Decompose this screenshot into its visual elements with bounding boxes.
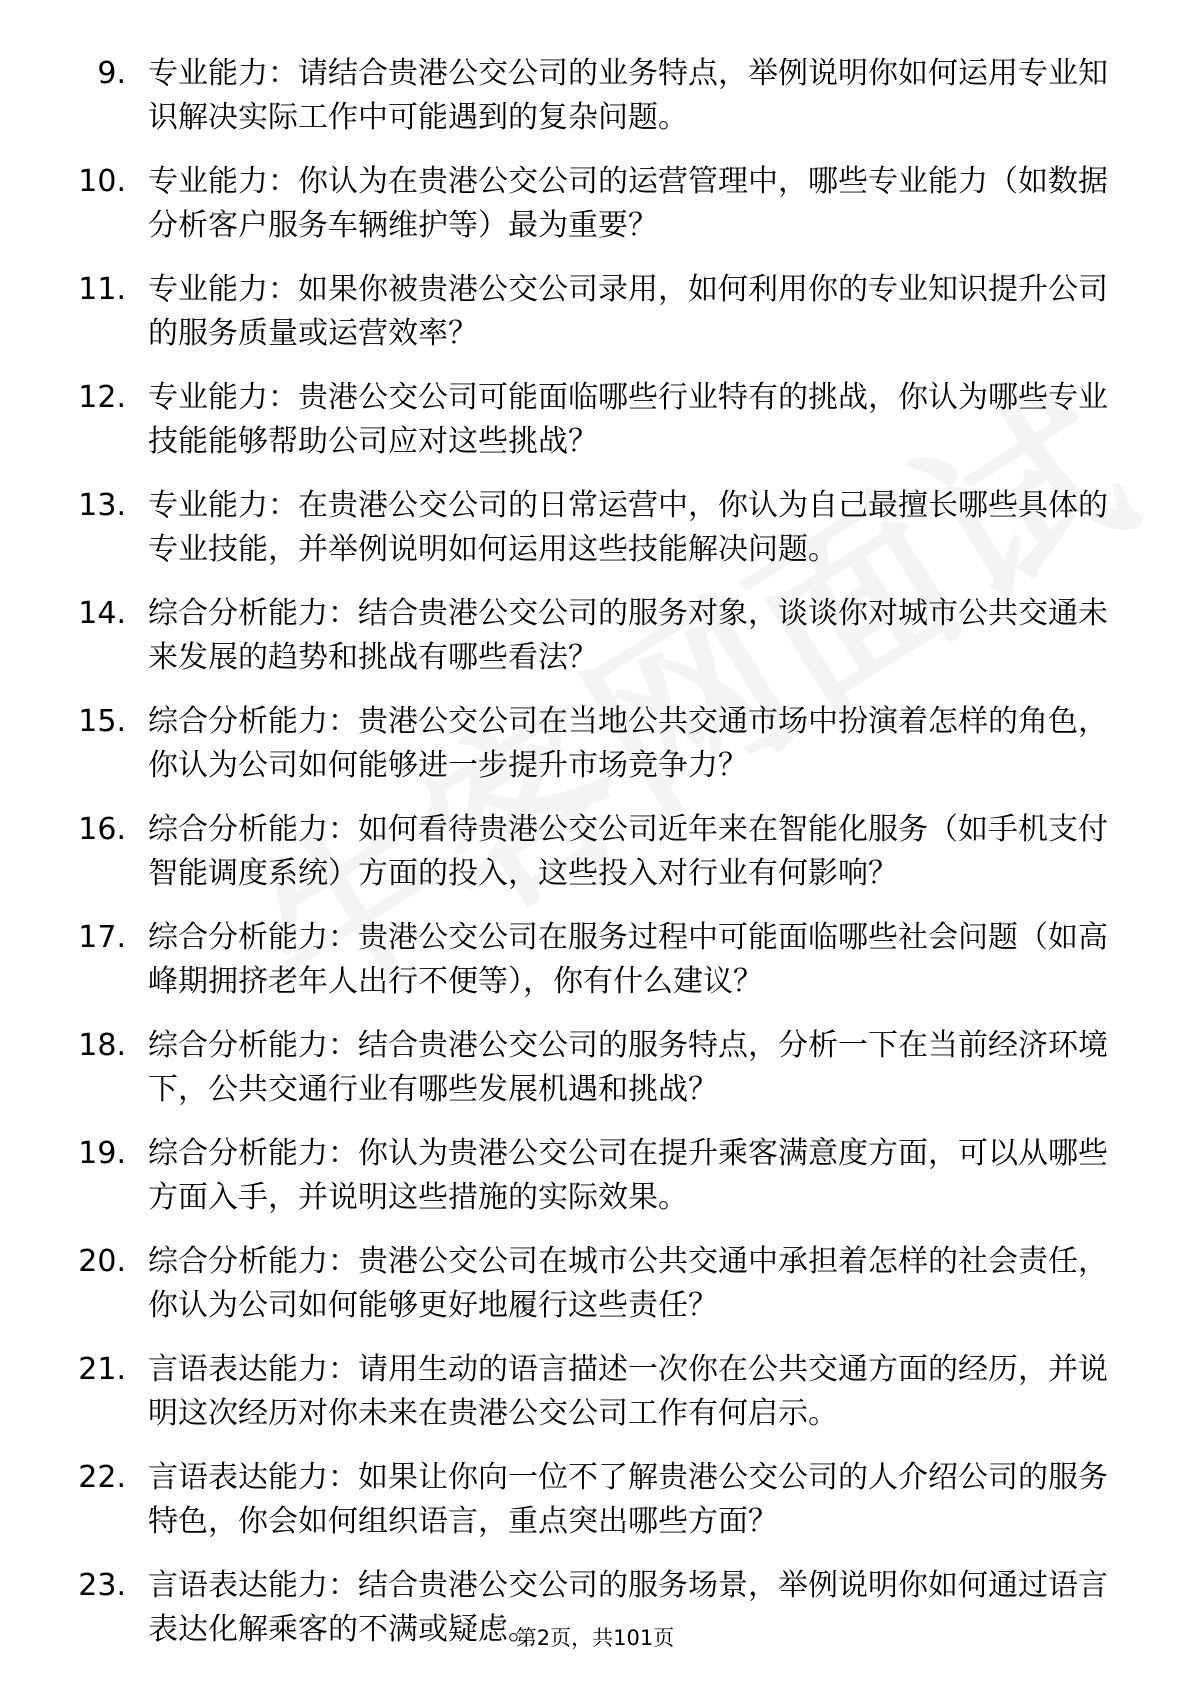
list-item <box>56 700 1116 788</box>
question-number: 22. <box>78 1460 126 1495</box>
question-number: 13. <box>78 488 126 523</box>
question-text: 言语表达能力：请用生动的语言描述一次你在公共交通方面的经历，并说明这次经历对你未来在贵港公交公司工作有何启示。 <box>148 1352 1108 1431</box>
question-text: 综合分析能力：贵港公交公司在城市公共交通中承担着怎样的社会责任，你认为公司如何能够更好地履行这些责任？ <box>148 1244 1108 1323</box>
list-item <box>56 808 1116 896</box>
list-item <box>56 52 1116 140</box>
question-text: 综合分析能力：如何看待贵港公交公司近年来在智能化服务（如手机支付智能调度系统）方面的投入，这些投入对行业有何影响？ <box>148 812 1108 891</box>
question-text: 专业能力：在贵港公交公司的日常运营中，你认为自己最擅长哪些具体的专业技能，并举例说明如何运用这些技能解决问题。 <box>148 488 1108 567</box>
question-text: 言语表达能力：结合贵港公交公司的服务场景，举例说明你如何通过语言表达化解乘客的不满或疑虑。 <box>148 1568 1108 1647</box>
list-item <box>56 1456 1116 1544</box>
question-text: 综合分析能力：贵港公交公司在当地公共交通市场中扮演着怎样的角色，你认为公司如何能够进一步提升市场竞争力？ <box>148 704 1108 783</box>
question-number: 23. <box>78 1568 126 1603</box>
question-text: 专业能力：你认为在贵港公交公司的运营管理中，哪些专业能力（如数据分析客户服务车辆维护等）最为重要？ <box>148 164 1108 243</box>
question-text: 专业能力：如果你被贵港公交公司录用，如何利用你的专业知识提升公司的服务质量或运营效率？ <box>148 272 1108 351</box>
question-number: 16. <box>78 812 126 847</box>
question-number: 10. <box>78 164 126 199</box>
question-number: 12. <box>78 380 126 415</box>
question-text: 综合分析能力：你认为贵港公交公司在提升乘客满意度方面，可以从哪些方面入手，并说明这些措施的实际效果。 <box>148 1136 1108 1215</box>
list-item <box>56 160 1116 248</box>
page-footer <box>0 1625 1190 1651</box>
question-number: 21. <box>78 1352 126 1387</box>
list-item <box>56 1024 1116 1112</box>
question-number: 17. <box>78 920 126 955</box>
question-number: 20. <box>78 1244 126 1279</box>
question-number: 11. <box>78 272 126 307</box>
list-item <box>56 376 1116 464</box>
page-number-label: 第2页，共101页 <box>515 1626 675 1650</box>
list-item <box>56 1348 1116 1436</box>
question-number: 18. <box>78 1028 126 1063</box>
question-number: 15. <box>78 704 126 739</box>
question-number: 14. <box>78 596 126 631</box>
list-item <box>56 484 1116 572</box>
question-text: 言语表达能力：如果让你向一位不了解贵港公交公司的人介绍公司的服务特色，你会如何组织语言，重点突出哪些方面？ <box>148 1460 1108 1539</box>
question-text: 综合分析能力：结合贵港公交公司的服务对象，谈谈你对城市公共交通未来发展的趋势和挑战有哪些看法？ <box>148 596 1108 675</box>
question-text: 综合分析能力：结合贵港公交公司的服务特点，分析一下在当前经济环境下，公共交通行业有哪些发展机遇和挑战？ <box>148 1028 1108 1107</box>
list-item <box>56 592 1116 680</box>
list-item <box>56 1240 1116 1328</box>
list-item <box>56 1132 1116 1220</box>
list-item <box>56 268 1116 356</box>
question-number: 19. <box>78 1136 126 1171</box>
question-text: 综合分析能力：贵港公交公司在服务过程中可能面临哪些社会问题（如高峰期拥挤老年人出行不便等），你有什么建议？ <box>148 920 1108 999</box>
list-item <box>56 916 1116 1004</box>
question-text: 专业能力：贵港公交公司可能面临哪些行业特有的挑战，你认为哪些专业技能能够帮助公司应对这些挑战？ <box>148 380 1108 459</box>
question-number: 9. <box>97 56 126 91</box>
question-list <box>56 52 1116 1672</box>
question-text: 专业能力：请结合贵港公交公司的业务特点，举例说明你如何运用专业知识解决实际工作中可能遇到的复杂问题。 <box>148 56 1108 135</box>
